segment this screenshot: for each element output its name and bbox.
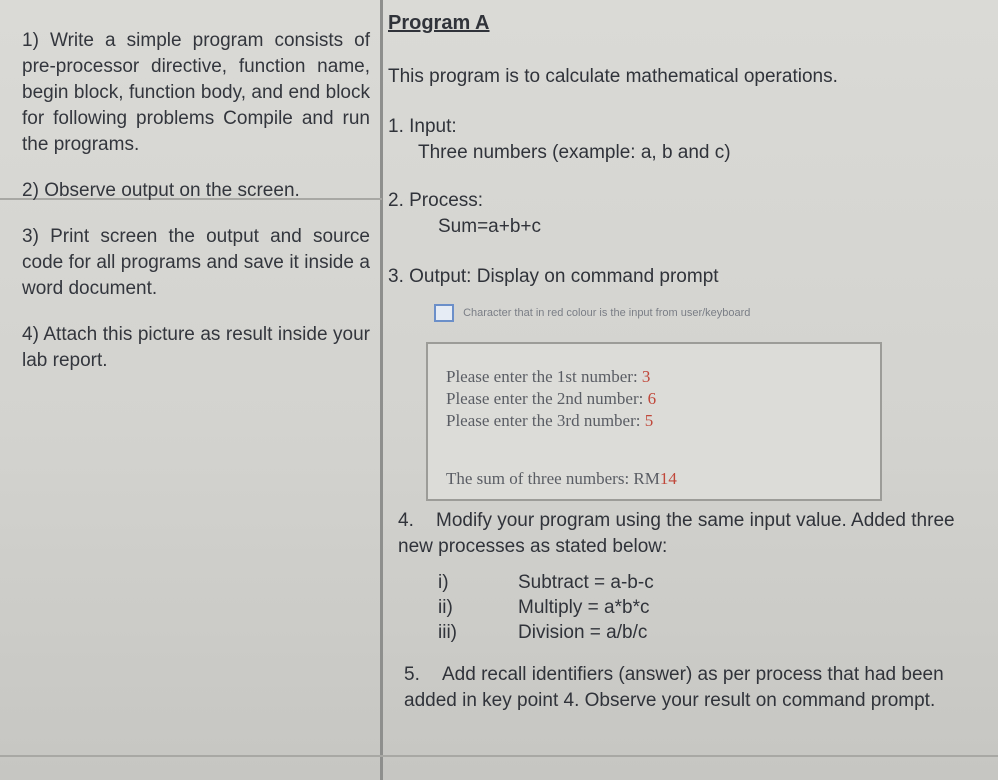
console-output: [426, 342, 882, 501]
instructions-column: [22, 28, 370, 394]
process-list: [438, 570, 654, 645]
step-4: [398, 508, 978, 560]
program-intro: This program is to calculate mathematical operations.: [388, 66, 838, 87]
instruction-number: 1): [22, 30, 39, 51]
note-text: Character that in red colour is the input from user/keyboard: [463, 307, 751, 319]
instruction-text: Observe output on the screen.: [44, 180, 300, 201]
column-divider: [380, 0, 383, 780]
process-item: [438, 620, 654, 645]
program-column: [388, 10, 986, 711]
step-5: [404, 662, 980, 714]
step-text: Modify your program using the same input value. Added three new processes as stated below:: [398, 510, 955, 557]
program-title: Program A: [388, 12, 490, 34]
input-text: Three numbers (example: a, b and c): [418, 142, 731, 163]
console-line: [446, 410, 653, 432]
console-input: 6: [647, 389, 657, 408]
note-row: [434, 300, 750, 326]
console-prompt: Please enter the 1st number:: [446, 367, 638, 386]
console-result-value: 14: [659, 469, 677, 488]
console-line: [446, 468, 677, 490]
instruction-number: 2): [22, 180, 39, 201]
console-prompt: Please enter the 3rd number:: [446, 411, 641, 430]
process-numeral: i): [438, 572, 449, 593]
note-icon: [434, 304, 454, 322]
console-prompt: Please enter the 2nd number:: [446, 389, 644, 408]
instruction-text: Attach this picture as result inside your lab report.: [22, 324, 371, 371]
process-item: [438, 595, 654, 620]
console-result-label: The sum of three numbers: RM: [446, 469, 660, 488]
process-text: Multiply = a*b*c: [518, 597, 650, 618]
console-input: 5: [644, 411, 654, 430]
step-number: 5.: [404, 664, 420, 685]
instruction-text: Print screen the output and source code for all programs and save it inside a word document.: [22, 226, 370, 299]
process-text: Sum=a+b+c: [438, 216, 541, 237]
input-label: 1. Input:: [388, 116, 457, 137]
process-text: Subtract = a-b-c: [518, 572, 654, 593]
instruction-4: [22, 322, 370, 374]
row-divider: [0, 755, 998, 757]
console-line: [446, 388, 656, 410]
instruction-2: [22, 178, 370, 204]
instruction-3: [22, 224, 370, 302]
step-text: Add recall identifiers (answer) as per process that had been added in key point 4. Observe your result on command prompt.: [404, 664, 944, 711]
process-item: [438, 570, 654, 595]
console-line: [446, 366, 650, 388]
instruction-number: 4): [22, 324, 39, 345]
process-numeral: ii): [438, 597, 453, 618]
process-numeral: iii): [438, 622, 457, 643]
instruction-1: [22, 28, 370, 158]
console-input: 3: [641, 367, 651, 386]
process-label: 2. Process:: [388, 190, 484, 211]
instruction-number: 3): [22, 226, 39, 247]
instruction-text: Write a simple program consists of pre-processor directive, function name, begin block, function body, and end block for following problems Compile and run the programs.: [22, 30, 371, 155]
process-text: Division = a/b/c: [518, 622, 648, 643]
step-number: 4.: [398, 510, 414, 531]
output-label: 3. Output: Display on command prompt: [388, 266, 719, 287]
